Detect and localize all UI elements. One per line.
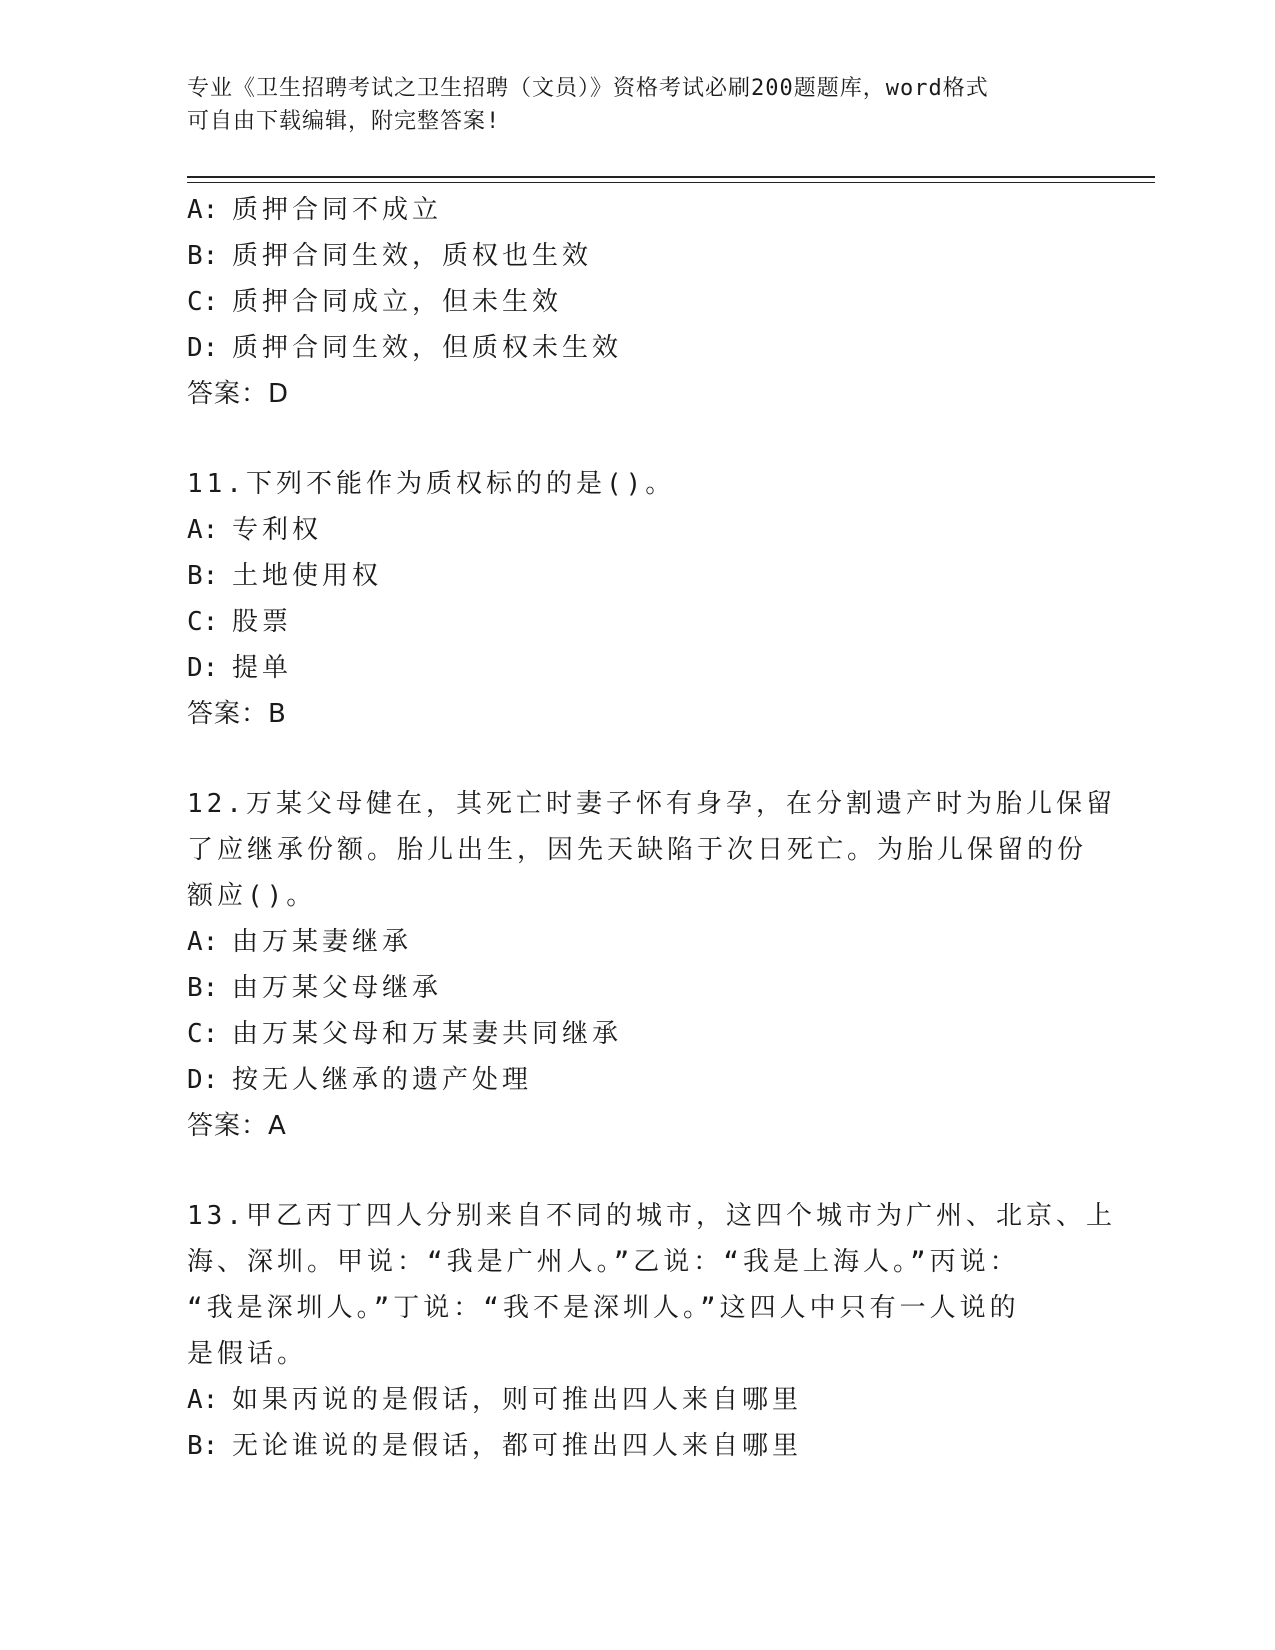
option-label: A: — [187, 1385, 219, 1415]
option-text: 土地使用权 — [232, 561, 383, 591]
option-label: C: — [187, 287, 219, 317]
option-label: B: — [187, 561, 219, 591]
question-text — [187, 461, 1087, 507]
option-b — [187, 553, 1087, 599]
option-text: 按无人继承的遗产处理 — [232, 1065, 533, 1095]
question-text — [187, 781, 1116, 919]
option-text: 专利权 — [232, 515, 323, 545]
option-text: 由万某妻继承 — [232, 927, 413, 957]
document-header — [187, 72, 1067, 138]
option-c — [187, 599, 1087, 645]
header-divider-thick — [187, 176, 1155, 178]
question-block — [187, 781, 1116, 1149]
option-c — [187, 279, 1087, 325]
question-line: 额应()。 — [187, 881, 317, 911]
option-a — [187, 507, 1087, 553]
option-label: B: — [187, 241, 219, 271]
question-content — [187, 187, 1116, 1469]
question-block — [187, 187, 1087, 417]
question-line: 13.甲乙丙丁四人分别来自不同的城市，这四个城市为广州、北京、上 — [187, 1201, 1116, 1231]
question-line: 了应继承份额。胎儿出生，因先天缺陷于次日死亡。为胎儿保留的份 — [187, 835, 1088, 865]
option-text: 提单 — [232, 653, 293, 683]
option-text: 如果丙说的是假话，则可推出四人来自哪里 — [232, 1385, 803, 1415]
spacer — [187, 417, 1087, 461]
option-c — [187, 1011, 1087, 1057]
option-d — [187, 645, 1087, 691]
option-label: D: — [187, 1065, 219, 1095]
spacer — [187, 737, 1087, 781]
answer-line: 答案：A — [187, 1111, 287, 1141]
option-text: 质押合同不成立 — [232, 195, 443, 225]
header-divider-thin — [187, 182, 1155, 183]
question-line: 11.下列不能作为质权标的的是()。 — [187, 469, 676, 499]
option-text: 质押合同生效，质权也生效 — [232, 241, 593, 271]
answer-line: 答案：D — [187, 379, 290, 409]
option-text: 质押合同成立，但未生效 — [232, 287, 563, 317]
option-b — [187, 233, 1087, 279]
question-line: “我是深圳人。”丁说：“我不是深圳人。”这四人中只有一人说的 — [187, 1293, 1020, 1323]
option-b — [187, 1423, 1087, 1469]
question-line: 12.万某父母健在，其死亡时妻子怀有身孕，在分割遗产时为胎儿保留 — [187, 789, 1116, 819]
option-label: D: — [187, 653, 219, 683]
option-label: B: — [187, 973, 219, 1003]
option-d — [187, 325, 1087, 371]
question-line: 是假话。 — [187, 1339, 308, 1369]
option-label: B: — [187, 1431, 219, 1461]
option-label: A: — [187, 195, 219, 225]
option-d — [187, 1057, 1087, 1103]
option-a — [187, 187, 1087, 233]
option-label: C: — [187, 607, 219, 637]
option-text: 由万某父母继承 — [232, 973, 443, 1003]
option-label: C: — [187, 1019, 219, 1049]
spacer — [187, 1149, 1087, 1193]
question-text — [187, 1193, 1116, 1377]
header-line-2: 可自由下载编辑，附完整答案! — [187, 109, 501, 134]
option-text: 由万某父母和万某妻共同继承 — [232, 1019, 623, 1049]
answer-line: 答案：B — [187, 699, 287, 729]
option-a — [187, 1377, 1087, 1423]
question-block — [187, 1193, 1116, 1469]
option-b — [187, 965, 1087, 1011]
option-a — [187, 919, 1087, 965]
option-text: 无论谁说的是假话，都可推出四人来自哪里 — [232, 1431, 803, 1461]
option-label: A: — [187, 515, 219, 545]
header-line-1: 专业《卫生招聘考试之卫生招聘（文员）》资格考试必刷200题题库，word格式 — [187, 76, 989, 101]
option-label: D: — [187, 333, 219, 363]
question-block — [187, 461, 1087, 737]
question-line: 海、深圳。甲说：“我是广州人。”乙说：“我是上海人。”丙说： — [187, 1247, 1020, 1277]
option-text: 质押合同生效，但质权未生效 — [232, 333, 623, 363]
option-label: A: — [187, 927, 219, 957]
option-text: 股票 — [232, 607, 293, 637]
